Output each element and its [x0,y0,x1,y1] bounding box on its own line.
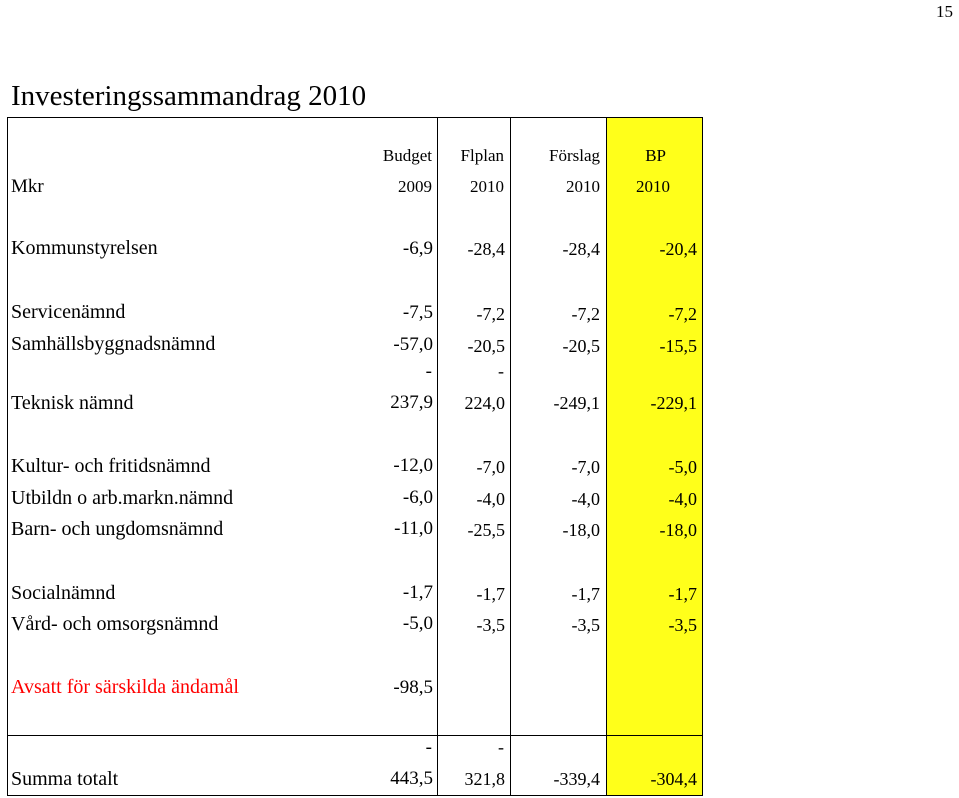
forslag-value: -20,5 [562,336,600,356]
budget-value: 237,9 [390,392,433,413]
table-bottom-border [7,795,703,796]
total-separator [7,735,703,736]
table-right-border [702,117,703,796]
forslag-value: -249,1 [553,393,600,413]
bp-value: -20,4 [659,239,697,259]
flplan-value: -4,0 [476,489,505,509]
row-label: Kommunstyrelsen [11,237,158,259]
bp-value: -3,5 [668,615,697,635]
flplan-value: -25,5 [467,520,505,540]
header-forslag-line1: Förslag [549,146,600,165]
header-bp-line1: BP [645,146,666,165]
budget-value: -1,7 [402,582,433,603]
row-label: Teknisk nämnd [11,392,134,414]
bp-value: -229,1 [650,393,697,413]
flplan-sign: - [498,361,504,381]
forslag-value: -28,4 [562,239,600,259]
forslag-value: -7,0 [571,457,600,477]
budget-value: -7,5 [402,302,433,323]
budget-value: -6,9 [402,238,433,259]
budget-value: -12,0 [393,455,433,476]
budget-sign: - [425,361,432,382]
bp-value: -7,2 [668,304,697,324]
bp-value: -15,5 [659,336,697,356]
budget-sign: - [425,737,432,758]
flplan-value: -7,2 [476,304,505,324]
forslag-value: -339,4 [553,769,600,789]
flplan-value: -20,5 [467,336,505,356]
flplan-value: -7,0 [476,457,505,477]
forslag-value: -7,2 [571,304,600,324]
column-divider-1 [437,117,438,796]
row-label: Servicenämnd [11,301,126,323]
budget-value: -5,0 [402,613,433,634]
flplan-value: -1,7 [476,584,505,604]
budget-value: 443,5 [390,768,433,789]
header-budget-line2: 2009 [398,177,432,196]
forslag-value: -3,5 [571,615,600,635]
bp-value: -304,4 [650,769,697,789]
budget-value: -11,0 [394,518,433,539]
row-label: Summa totalt [11,768,119,790]
table-left-border [7,117,8,796]
forslag-value: -1,7 [571,584,600,604]
page-number: 15 [936,2,953,21]
flplan-value: -3,5 [476,615,505,635]
flplan-sign: - [498,737,504,757]
flplan-value: 321,8 [464,769,505,789]
forslag-value: -4,0 [571,489,600,509]
unit-label: Mkr [11,176,44,197]
row-label: Avsatt för särskilda ändamål [11,676,239,698]
budget-value: -6,0 [402,487,433,508]
bp-value: -4,0 [668,489,697,509]
column-divider-3 [606,117,607,796]
row-label: Vård- och omsorgsnämnd [11,613,219,635]
flplan-value: 224,0 [464,393,505,413]
table-top-border [7,117,703,118]
column-divider-2 [510,117,511,796]
bp-value: -5,0 [668,457,697,477]
header-flplan-line1: Flplan [460,146,504,165]
budget-value: -98,5 [393,677,433,698]
row-label: Barn- och ungdomsnämnd [11,518,224,540]
forslag-value: -18,0 [562,520,600,540]
page-title: Investeringssammandrag 2010 [11,80,367,112]
header-forslag-line2: 2010 [566,177,600,196]
bp-value: -1,7 [668,584,697,604]
row-label: Kultur- och fritidsnämnd [11,455,211,477]
header-flplan-line2: 2010 [470,177,504,196]
row-label: Utbildn o arb.markn.nämnd [11,487,234,509]
header-bp-line2: 2010 [636,177,670,196]
header-budget-line1: Budget [382,146,432,165]
budget-value: -57,0 [393,334,433,355]
flplan-value: -28,4 [467,239,505,259]
row-label: Samhällsbyggnadsnämnd [11,333,216,355]
bp-value: -18,0 [659,520,697,540]
row-label: Socialnämnd [11,582,116,604]
